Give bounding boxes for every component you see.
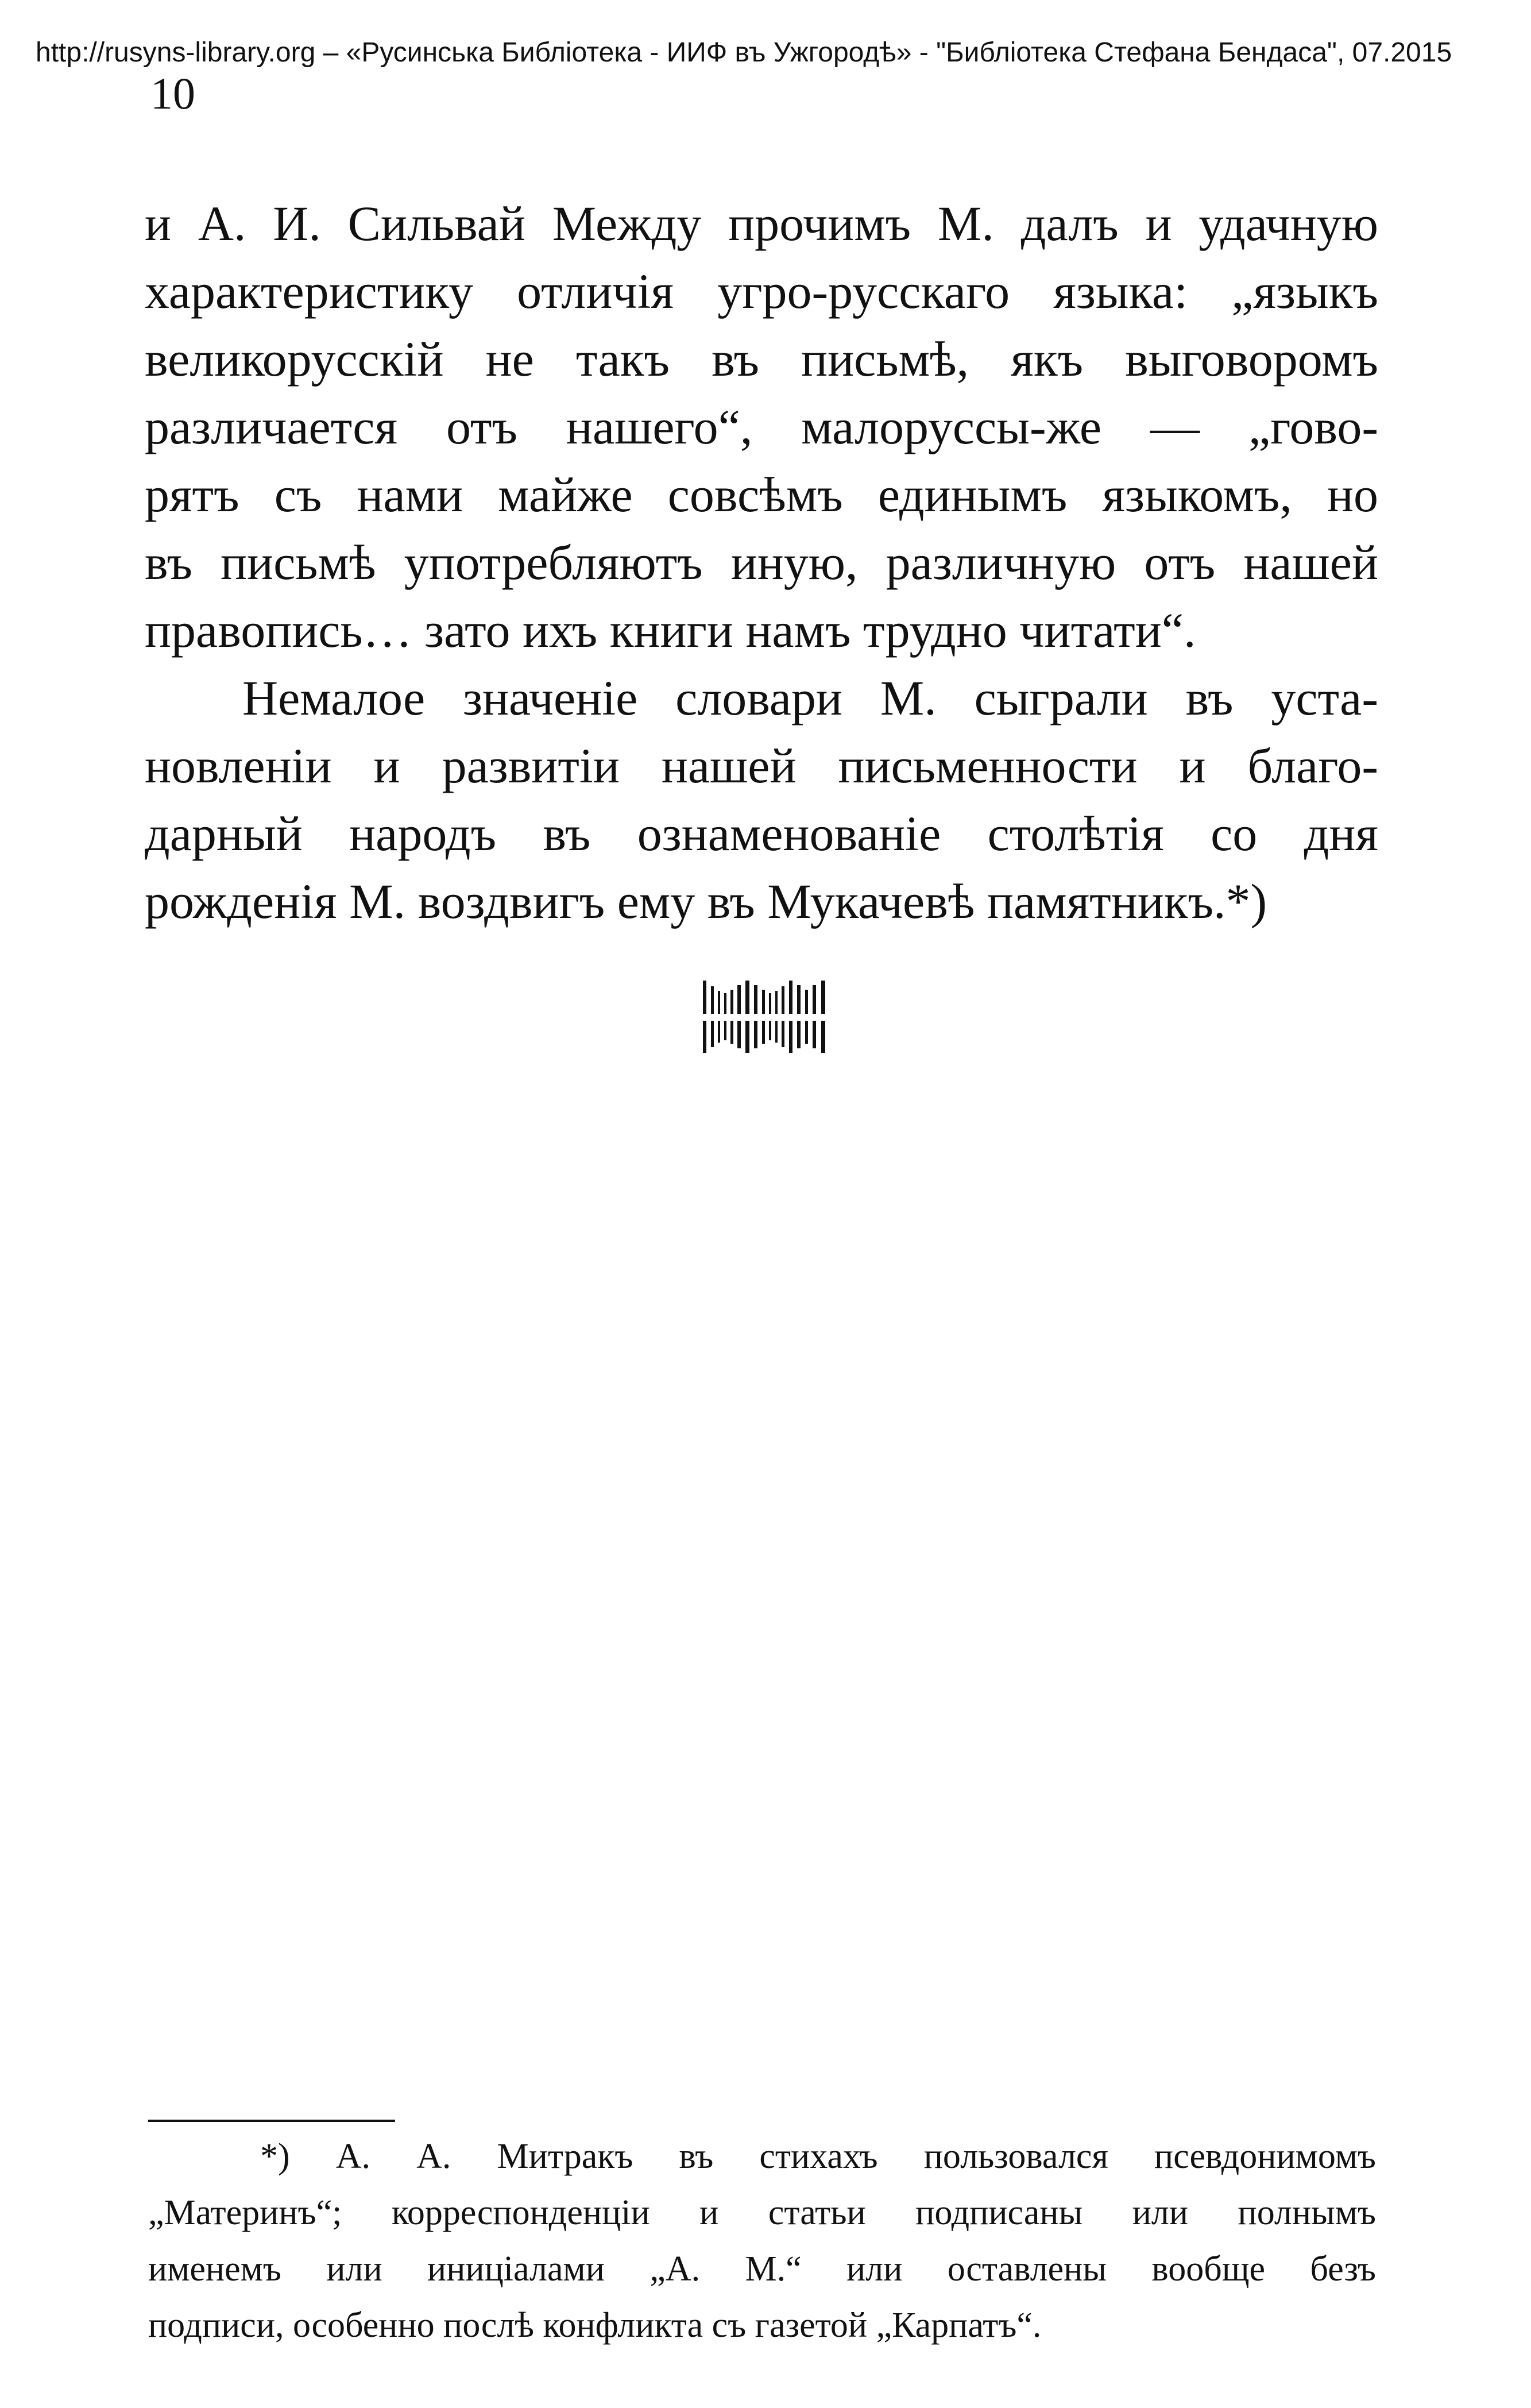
footnote-line: подписи, особенно послѣ конфликта съ газетой „Карпатъ“.: [148, 2306, 1042, 2345]
text-line: правопись… зато ихъ книги намъ трудно читати“.: [145, 603, 1196, 658]
text-line: дарный народъ въ ознаменованіе столѣтія со дня: [145, 806, 1378, 861]
source-header: http://rusyns-library.org – «Русинська Библіотека - ИИФ въ Ужгородѣ» - "Библіотека Стефана Бендаса", 07.2015: [36, 37, 1452, 68]
text-line: различается отъ нашего“, малоруссы-же — „гово-: [145, 399, 1378, 454]
page-number: 10: [150, 68, 195, 118]
ornament-divider-icon: [702, 979, 830, 1054]
footnote-line: именемъ или иниціалами „А. М.“ или оставлены вообще безъ: [148, 2249, 1376, 2289]
text-line: рятъ съ нами майже совсѣмъ единымъ языкомъ, но: [145, 467, 1378, 522]
text-line: характеристику отличія угро-русскаго языка: „языкъ: [145, 264, 1378, 319]
main-text: [145, 190, 1378, 935]
text-line: новленіи и развитіи нашей письменности и благо-: [145, 738, 1378, 793]
text-line: великорусскій не такъ въ письмѣ, якъ выговоромъ: [145, 331, 1378, 387]
text-line: Немалое значеніе словари М. сыграли въ уста-: [242, 670, 1378, 726]
text-line: въ письмѣ употребляютъ иную, различную отъ нашей: [145, 535, 1378, 590]
footnote: [148, 2128, 1376, 2353]
footnote-line: *) А. А. Митракъ въ стихахъ пользовался псевдонимомъ: [260, 2137, 1376, 2176]
footnote-divider: [148, 2120, 395, 2122]
text-line: рожденія М. воздвигъ ему въ Мукачевѣ памятникъ.*): [145, 874, 1267, 929]
text-line: и А. И. Сильвай Между прочимъ М. далъ и удачную: [145, 196, 1378, 251]
footnote-line: „Материнъ“; корреспонденціи и статьи подписаны или полнымъ: [148, 2193, 1376, 2232]
